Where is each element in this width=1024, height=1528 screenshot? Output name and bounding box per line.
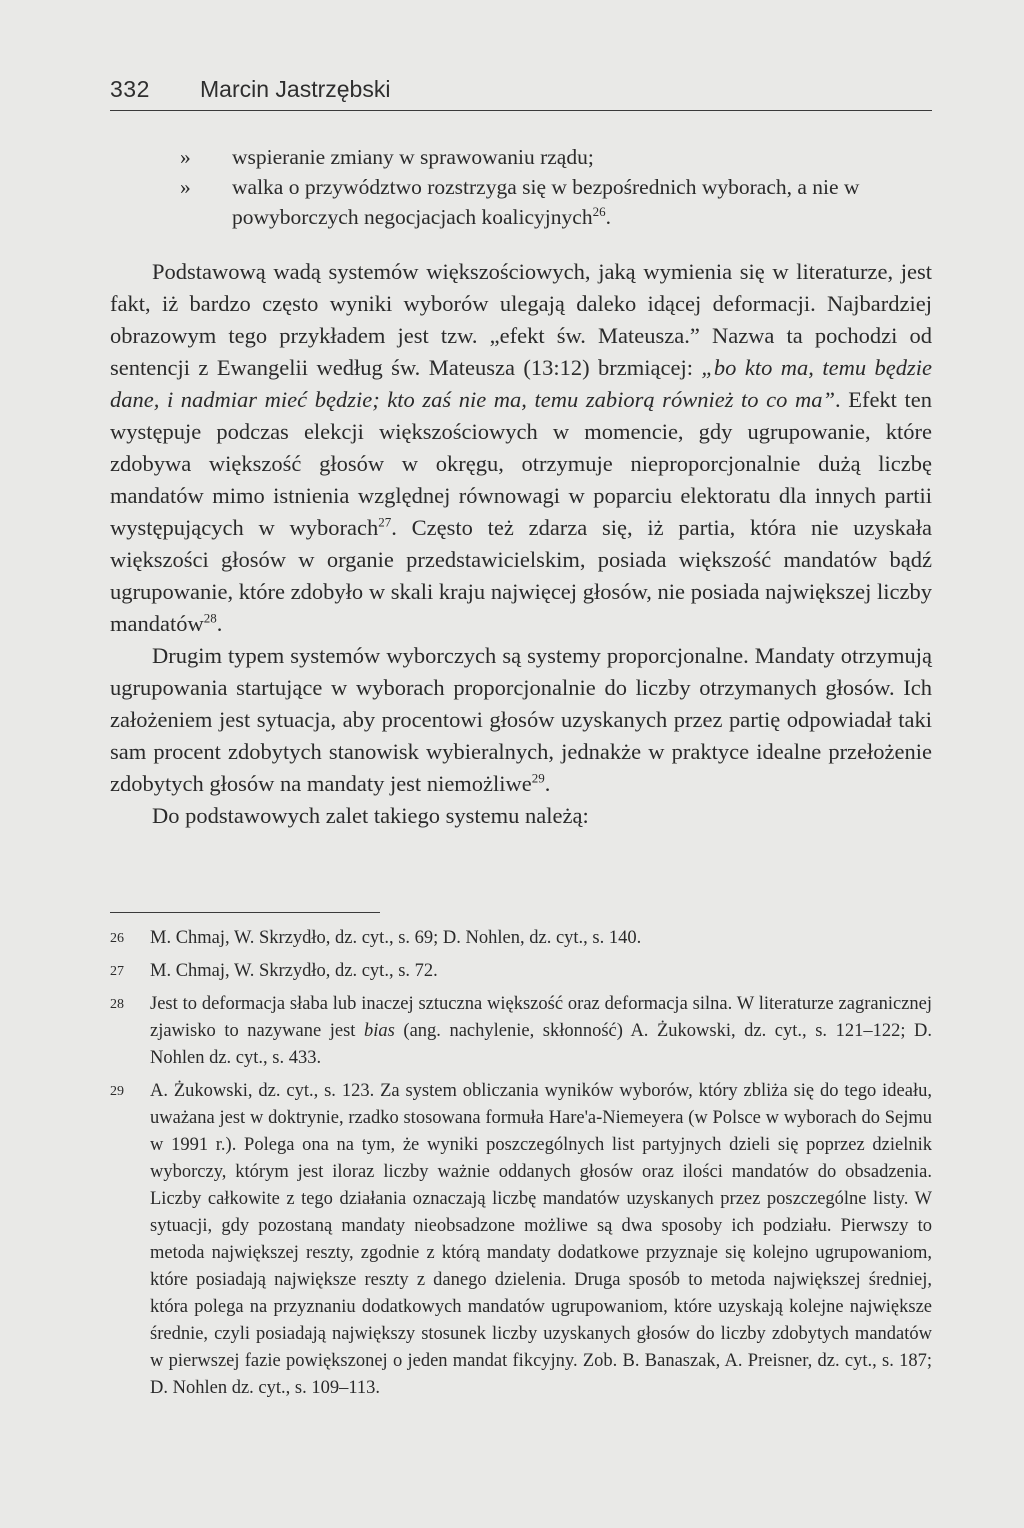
footnote-number: 29 (110, 1084, 124, 1099)
footnote-separator (110, 912, 380, 913)
footnote-ref[interactable]: 27 (378, 514, 392, 530)
paragraph-text: . Często też zdarza się, iż partia, która nie uzyskała większości głosów w organie przedstawicielskim, posiada większość mandatów bądź ugrupowanie, które zdobyło w skali kraju najwięcej głosów, nie posiada największej liczby mandatów (110, 515, 932, 636)
bullet-text: walka o przywództwo rozstrzyga się w bezpośrednich wyborach, a nie w powyborczych negocjacjach koalicyjnych (232, 175, 860, 229)
footnote-ref[interactable]: 29 (531, 770, 545, 786)
running-author: Marcin Jastrzębski (200, 76, 391, 102)
paragraph (110, 640, 932, 800)
paragraph-text: Drugim typem systemów wyborczych są systemy proporcjonalne. Mandaty otrzymują ugrupowania startujące w wyborach proporcjonalnie do liczby otrzymanych głosów. Ich założeniem jest sytuacja, aby procentowi głosów uzyskanych przez partię odpowiadał taki sam procent zdobytych stanowisk wybieralnych, jednakże w praktyce idealne przełożenie zdobytych głosów na mandaty jest niemożliwe (110, 643, 932, 796)
bullet-item (180, 172, 932, 232)
paragraph-text: . Efekt ten występuje podczas elekcji większościowych w momencie, gdy ugrupowanie, które zdobywa większość głosów w okręgu, otrzymuje nieproporcjonalnie dużą liczbę mandatów mimo istnienia względnej równowagi w poparciu elektoratu dla innych partii występujących w wyborach (110, 387, 933, 540)
footnote-number: 26 (110, 931, 124, 946)
running-header (110, 74, 932, 111)
footnote-text: (ang. nachylenie, skłonność) A. Żukowski, dz. cyt., s. 121–122; D. Nohlen dz. cyt., s. 433. (150, 1021, 933, 1068)
paragraph-text: . (544, 771, 551, 796)
bullet-mark: » (180, 175, 191, 199)
footnote-number: 28 (110, 997, 124, 1012)
bullet-text: wspieranie zmiany w sprawowaniu rządu; (232, 145, 594, 169)
footnote (110, 1078, 932, 1402)
page-number: 332 (110, 76, 150, 102)
footnote-text: A. Żukowski, dz. cyt., s. 123. Za system obliczania wyników wyborów, który zbliża się do tego ideału, uważana jest w doktrynie, rzadko stosowana formuła Hare'a-Niemeyera (w Polsce w wyborach do Sejmu w 1991 r.). Polega ona na tym, że wyniki poszczególnych list partyjnych dzieli się poprzez dzielnik wyborczy, którym jest iloraz liczby ważnie oddanych głosów oraz ilości mandatów do obsadzenia. Liczby całkowite z tego działania oznaczają liczbę mandatów uzyskanych przez poszczególne listy. W sytuacji, gdy pozostaną mandaty nieobsadzone możliwe są dwa sposoby ich podziału. Pierwszy to metoda największej reszty, zgodnie z którą mandaty dodatkowe przyznaje się kolejno ugrupowaniom, które posiadają największe reszty z danego dzielenia. Druga sposób to metoda największej średniej, która polega na przyznaniu dodatkowych mandatów ugrupowaniom, które uzyskają kolejne największe średnie, czyli posiadają największy stosunek liczby uzyskanych głosów do liczby zdobytych mandatów w pierwszej fazie powiększonej o jeden mandat fikcyjny. Zob. B. Banaszak, A. Preisner, dz. cyt., s. 187; D. Nohlen dz. cyt., s. 109–113. (150, 1081, 932, 1398)
footnote (110, 991, 932, 1072)
footnote-text: Jest to deformacja słaba lub inaczej sztuczna większość oraz deformacja silna. W literaturze zagranicznej zjawisko to nazywane jest (150, 994, 932, 1041)
bullet-end: . (605, 205, 611, 229)
footnote-italic-term: bias (364, 1021, 395, 1041)
paragraph: Do podstawowych zalet takiego systemu należą: (152, 803, 589, 828)
footnote-number: 27 (110, 964, 124, 979)
bullet-mark: » (180, 145, 191, 169)
footnote-ref[interactable]: 28 (203, 610, 217, 626)
footnotes (110, 925, 932, 1402)
footnote-text: M. Chmaj, W. Skrzydło, dz. cyt., s. 69; D. Nohlen, dz. cyt., s. 140. (150, 928, 642, 948)
paragraph-text: Podstawową wadą systemów większościowych, jaką wymienia się w literaturze, jest fakt, iż bardzo często wyniki wyborów ulegają daleko idącej deformacji. Najbardziej obrazowym tego przykładem jest tzw. „efekt św. Mateusza.” Nazwa ta pochodzi od sentencji z Ewangelii według św. Mateusza (13:12) brzmiącej: (110, 259, 932, 380)
footnote (110, 925, 932, 952)
footnote-text: M. Chmaj, W. Skrzydło, dz. cyt., s. 72. (150, 961, 438, 981)
bullet-list (180, 142, 932, 232)
footnote (110, 958, 932, 985)
biblical-quote: „bo kto ma, temu będzie dane, i nadmiar mieć będzie; kto zaś nie ma, temu zabiorą również to co ma” (110, 355, 932, 412)
body-text (110, 256, 932, 832)
bullet-item (180, 142, 932, 172)
paragraph (110, 256, 932, 640)
paragraph-text: . (216, 611, 223, 636)
footnote-ref[interactable]: 26 (592, 203, 606, 219)
